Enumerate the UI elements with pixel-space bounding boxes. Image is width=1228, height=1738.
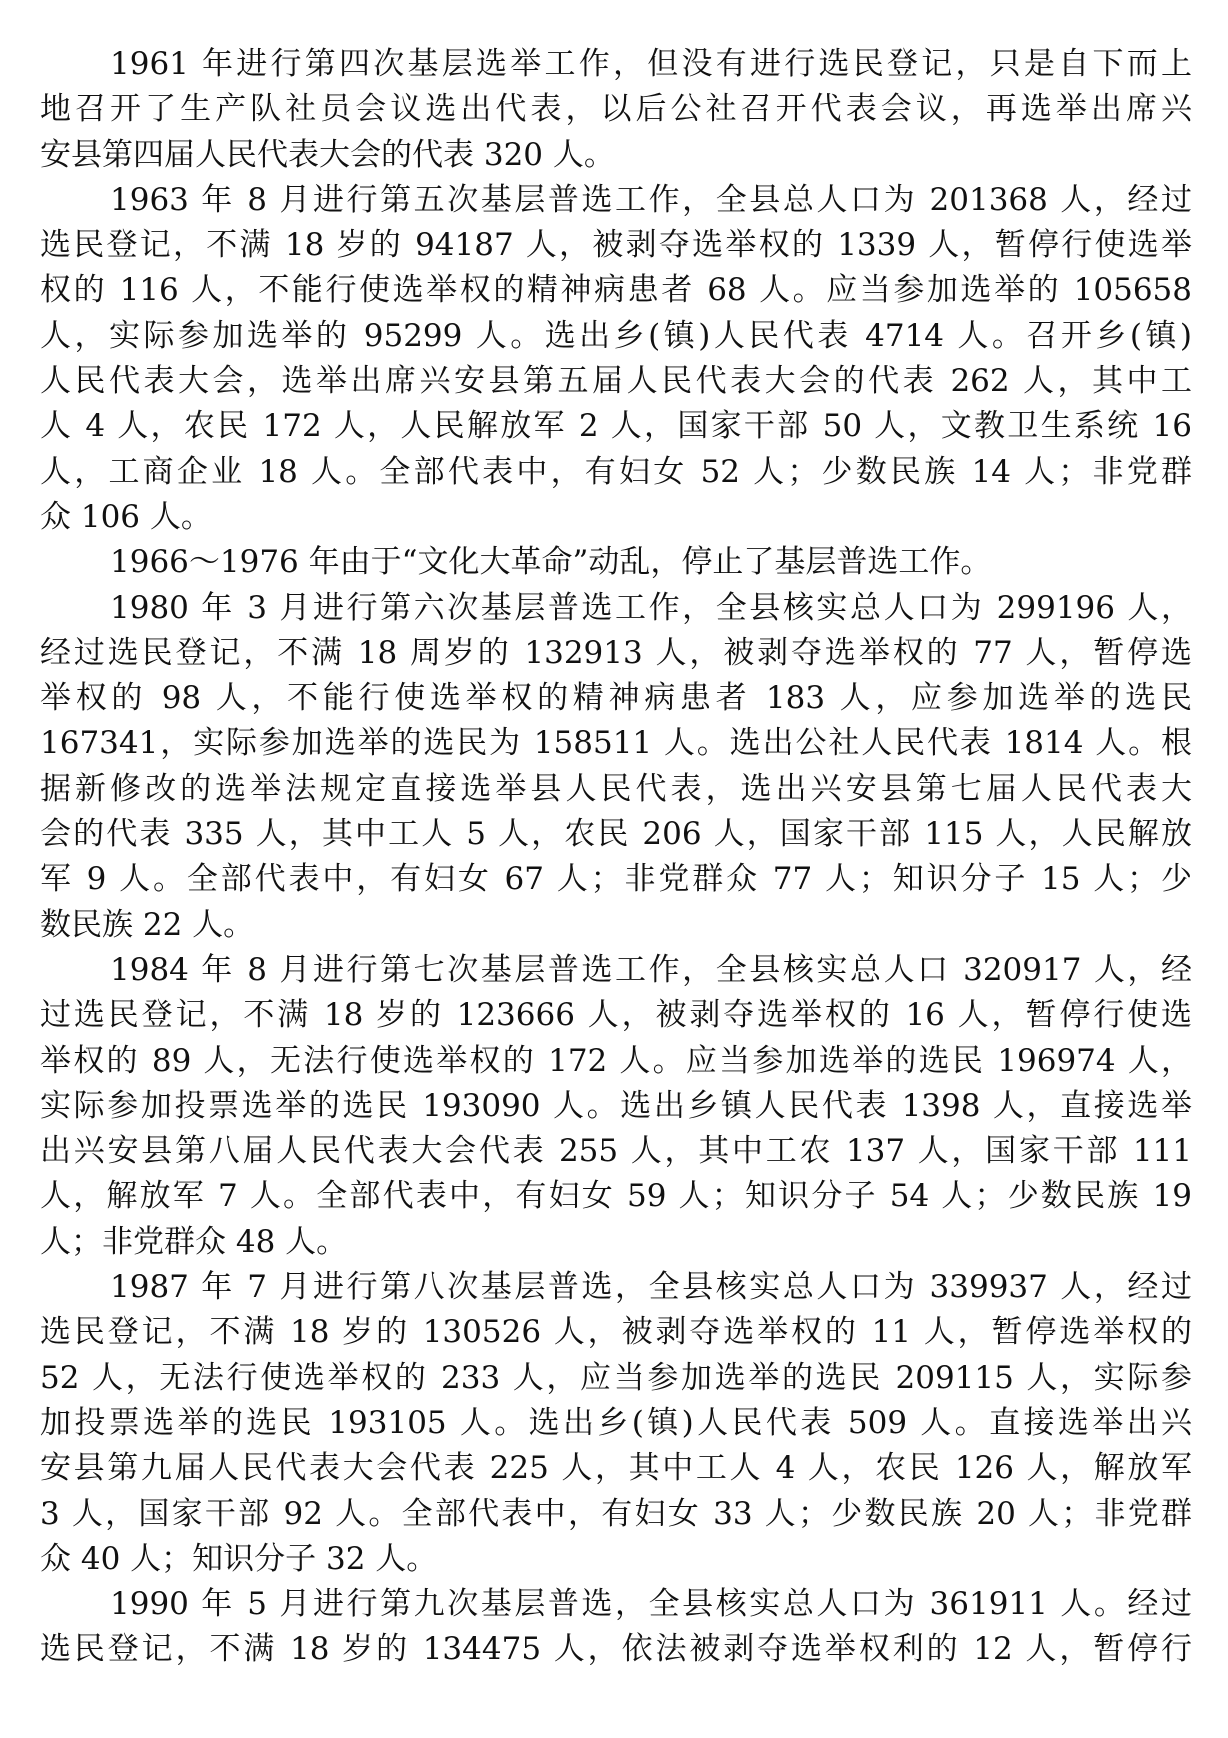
text-line: 1980 年 3 月进行第六次基层普选工作，全县核实总人口为 299196 人，	[110, 589, 1192, 626]
text-line: 1963 年 8 月进行第五次基层普选工作，全县总人口为 201368 人，经过	[110, 181, 1192, 218]
text-line: 人；非党群众 48 人。	[40, 1223, 348, 1260]
text-line: 1984 年 8 月进行第七次基层普选工作，全县核实总人口 320917 人，经	[110, 951, 1192, 988]
text-line: 人，工商企业 18 人。全部代表中，有妇女 52 人；少数民族 14 人；非党群	[40, 453, 1192, 490]
text-line: 众 106 人。	[40, 498, 212, 535]
text-line: 过选民登记，不满 18 岁的 123666 人，被剥夺选举权的 16 人，暂停行使选	[40, 997, 1192, 1034]
text-line: 权的 116 人，不能行使选举权的精神病患者 68 人。应当参加选举的 105658	[40, 272, 1192, 309]
text-line: 人 4 人，农民 172 人，人民解放军 2 人，国家干部 50 人，文教卫生系统 16	[40, 408, 1192, 445]
paragraph-1963-election	[40, 178, 1192, 540]
text-line: 选民登记，不满 18 岁的 134475 人，依法被剥夺选举权利的 12 人，暂停行	[40, 1631, 1192, 1668]
text-line: 1961 年进行第四次基层选举工作，但没有进行选民登记，只是自下而上	[110, 46, 1192, 82]
text-line: 安县第九届人民代表大会代表 225 人，其中工人 4 人，农民 126 人，解放军	[40, 1450, 1192, 1487]
text-line: 军 9 人。全部代表中，有妇女 67 人；非党群众 77 人；知识分子 15 人；少	[40, 861, 1192, 898]
text-line: 举权的 98 人，不能行使选举权的精神病患者 183 人，应参加选举的选民	[40, 680, 1192, 717]
text-line: 人民代表大会，选举出席兴安县第五届人民代表大会的代表 262 人，其中工	[40, 363, 1192, 400]
text-line: 选民登记，不满 18 岁的 94187 人，被剥夺选举权的 1339 人，暂停行使选举	[40, 227, 1192, 264]
paragraph-1961-election	[40, 42, 1192, 178]
text-line: 52 人，无法行使选举权的 233 人，应当参加选举的选民 209115 人，实际参	[40, 1359, 1192, 1396]
document-page	[40, 42, 1192, 1673]
text-line: 人，解放军 7 人。全部代表中，有妇女 59 人；知识分子 54 人；少数民族 19	[40, 1178, 1192, 1215]
text-line: 地召开了生产队社员会议选出代表，以后公社召开代表会议，再选举出席兴	[40, 91, 1192, 128]
text-line: 安县第四届人民代表大会的代表 320 人。	[40, 136, 615, 173]
text-line: 加投票选举的选民 193105 人。选出乡(镇)人民代表 509 人。直接选举出兴	[40, 1404, 1192, 1441]
text-line: 经过选民登记，不满 18 周岁的 132913 人，被剥夺选举权的 77 人，暂停选	[40, 634, 1192, 671]
text-line: 举权的 89 人，无法行使选举权的 172 人。应当参加选举的选民 196974 人，	[40, 1042, 1192, 1079]
text-line: 据新修改的选举法规定直接选举县人民代表，选出兴安县第七届人民代表大	[40, 770, 1192, 807]
text-line: 会的代表 335 人，其中工人 5 人，农民 206 人，国家干部 115 人，人民解放	[40, 816, 1192, 853]
text-line: 数民族 22 人。	[40, 906, 255, 943]
text-line: 1987 年 7 月进行第八次基层普选，全县核实总人口为 339937 人，经过	[110, 1269, 1192, 1306]
paragraph-1980-election	[40, 586, 1192, 948]
text-line: 1990 年 5 月进行第九次基层普选，全县核实总人口为 361911 人。经过	[110, 1586, 1192, 1623]
paragraph-1990-election	[40, 1582, 1192, 1673]
text-line: 实际参加投票选举的选民 193090 人。选出乡镇人民代表 1398 人，直接选举	[40, 1087, 1192, 1124]
text-line: 选民登记，不满 18 岁的 130526 人，被剥夺选举权的 11 人，暂停选举权的	[40, 1314, 1192, 1351]
text-line: 众 40 人；知识分子 32 人。	[40, 1540, 438, 1577]
text-line: 人，实际参加选举的 95299 人。选出乡(镇)人民代表 4714 人。召开乡(镇)	[40, 317, 1192, 354]
text-line: 167341，实际参加选举的选民为 158511 人。选出公社人民代表 1814 人。根	[40, 725, 1192, 762]
text-line: 3 人，国家干部 92 人。全部代表中，有妇女 33 人；少数民族 20 人；非党群	[40, 1495, 1192, 1532]
paragraph-1984-election	[40, 948, 1192, 1265]
paragraph-1966-1976	[40, 540, 1192, 585]
text-line: 出兴安县第八届人民代表大会代表 255 人，其中工农 137 人，国家干部 111	[40, 1133, 1192, 1170]
paragraph-1987-election	[40, 1265, 1192, 1582]
text-line: 1966～1976 年由于“文化大革命”动乱，停止了基层普选工作。	[110, 544, 992, 581]
